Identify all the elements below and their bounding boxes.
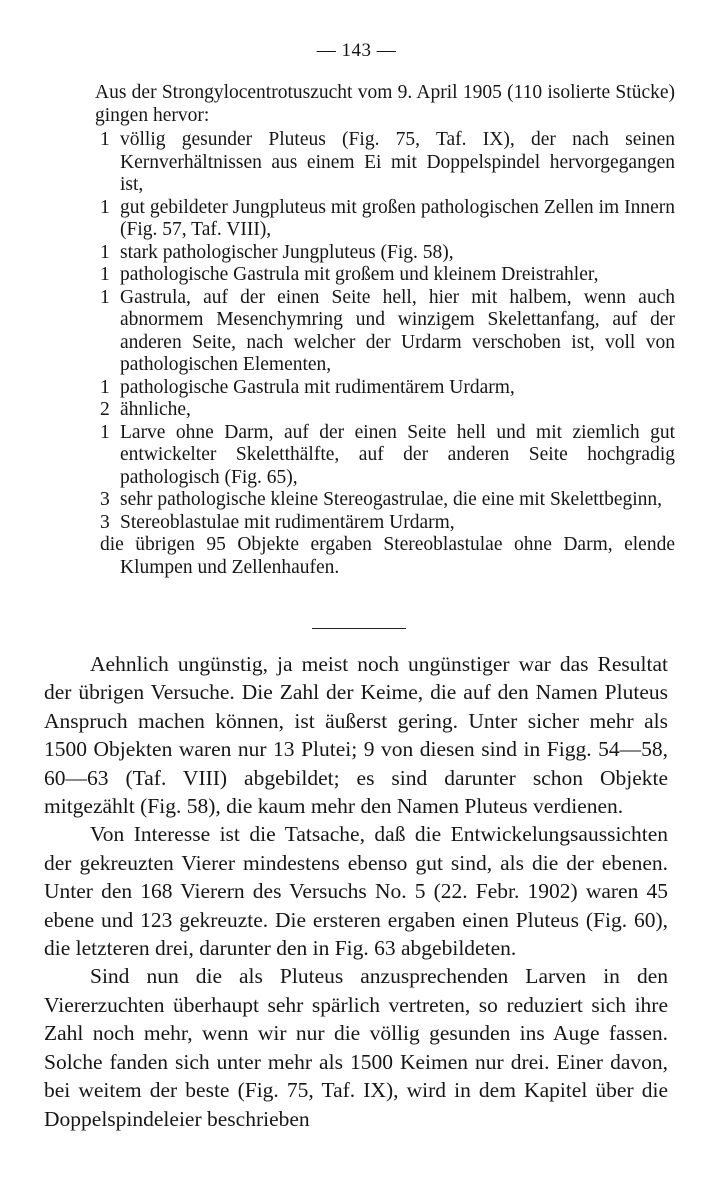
entry-text: stark pathologischer Jungpluteus (Fig. 58), bbox=[120, 241, 454, 263]
specimen-entry bbox=[100, 287, 675, 377]
entry-count: 1 bbox=[100, 264, 110, 285]
entry-count: 3 bbox=[100, 511, 110, 533]
paragraph: Sind nun die als Pluteus anzusprechenden Larven in den Viererzuchten überhaupt sehr spärlich vertreten, so reduziert sich ihre Zahl noch mehr, wenn wir nur die völlig gesunden ins Auge fassen. Solche fanden sich unter mehr als 1500 Keimen nur drei. Einer davon, bei weitem der beste (Fig. 75, Taf. IX), wird in dem Kapitel über die Doppelspindeleier beschrieben bbox=[44, 964, 668, 1131]
specimen-list-intro: Aus der Strongylocentrotuszucht vom 9. April 1905 (110 isolierte Stücke) gingen hervor: bbox=[95, 82, 675, 126]
entry-text: ähnliche, bbox=[120, 399, 191, 420]
entry-text: die übrigen 95 Objekte ergaben Stereoblastulae ohne Darm, elende Klumpen und Zellenhaufen. bbox=[100, 534, 675, 578]
entry-count: 2 bbox=[100, 399, 110, 420]
entry-count: 1 bbox=[100, 196, 110, 218]
specimen-entry bbox=[100, 129, 675, 197]
specimen-entry bbox=[100, 422, 675, 490]
entry-text: gut gebildeter Jungpluteus mit großen pathologischen Zellen im Innern (Fig. 57, Taf. VIII), bbox=[120, 196, 675, 240]
specimen-entry bbox=[100, 512, 675, 535]
entry-text: völlig gesunder Pluteus (Fig. 75, Taf. IX), der nach seinen Kernverhältnissen aus einem Ei mit Doppelspindel hervorgegangen ist, bbox=[120, 129, 675, 195]
specimen-list-block bbox=[95, 82, 675, 579]
section-divider bbox=[312, 628, 406, 629]
specimen-entry bbox=[100, 197, 675, 242]
specimen-entry-remainder bbox=[100, 534, 675, 579]
specimen-entry bbox=[100, 264, 675, 287]
entry-text: Gastrula, auf der einen Seite hell, hier mit halbem, wenn auch abnormem Mesenchymring und winzigem Skelettanfang, auf der anderen Seite, nach welcher der Urdarm verschoben ist, voll von pathologischen Elementen, bbox=[120, 286, 675, 375]
entry-text: Larve ohne Darm, auf der einen Seite hell und mit ziemlich gut entwickelter Skeletthälfte, auf der anderen Seite hochgradig pathologisch (Fig. 65), bbox=[120, 421, 675, 488]
paragraph: Von Interesse ist die Tatsache, daß die Entwickelungsaussichten der gekreuzten Vierer mindestens ebenso gut sind, als die der ebenen. Unter den 168 Vierern des Versuchs No. 5 (22. Febr. 1902) waren 45 ebene und 123 gekreuzte. Die ersteren ergaben einen Pluteus (Fig. 60), die letzteren drei, darunter den in Fig. 63 abgebildeten. bbox=[44, 822, 668, 961]
entry-count: 3 bbox=[100, 489, 110, 510]
specimen-entry bbox=[100, 377, 675, 400]
body-text bbox=[44, 650, 668, 1133]
specimen-entry bbox=[100, 399, 675, 422]
entry-text: pathologische Gastrula mit rudimentärem Urdarm, bbox=[120, 376, 515, 398]
entry-text: pathologische Gastrula mit großem und kleinem Dreistrahler, bbox=[120, 264, 599, 285]
specimen-entry bbox=[100, 242, 675, 265]
entry-count: 1 bbox=[100, 286, 110, 308]
entry-text: Stereoblastulae mit rudimentärem Urdarm, bbox=[120, 511, 455, 533]
entry-count: 1 bbox=[100, 241, 110, 263]
specimen-list bbox=[100, 129, 675, 579]
entry-count: 1 bbox=[100, 421, 110, 443]
entry-count: 1 bbox=[100, 376, 110, 398]
paragraph: Aehnlich ungünstig, ja meist noch ungünstiger war das Resultat der übrigen Versuche. Die Zahl der Keime, die auf den Namen Pluteus Anspruch machen können, ist äußerst gering. Unter sicher mehr als 1500 Objekten waren nur 13 Plutei; 9 von diesen sind in Figg. 54—58, 60—63 (Taf. VIII) abgebildet; es sind darunter schon Objekte mitgezählt (Fig. 58), die kaum mehr den Namen Pluteus verdienen. bbox=[44, 652, 668, 819]
specimen-entry bbox=[100, 489, 675, 512]
entry-count: 1 bbox=[100, 129, 110, 150]
page-number: — 143 — bbox=[316, 40, 397, 61]
entry-text: sehr pathologische kleine Stereogastrulae, die eine mit Skelettbeginn, bbox=[120, 489, 663, 510]
